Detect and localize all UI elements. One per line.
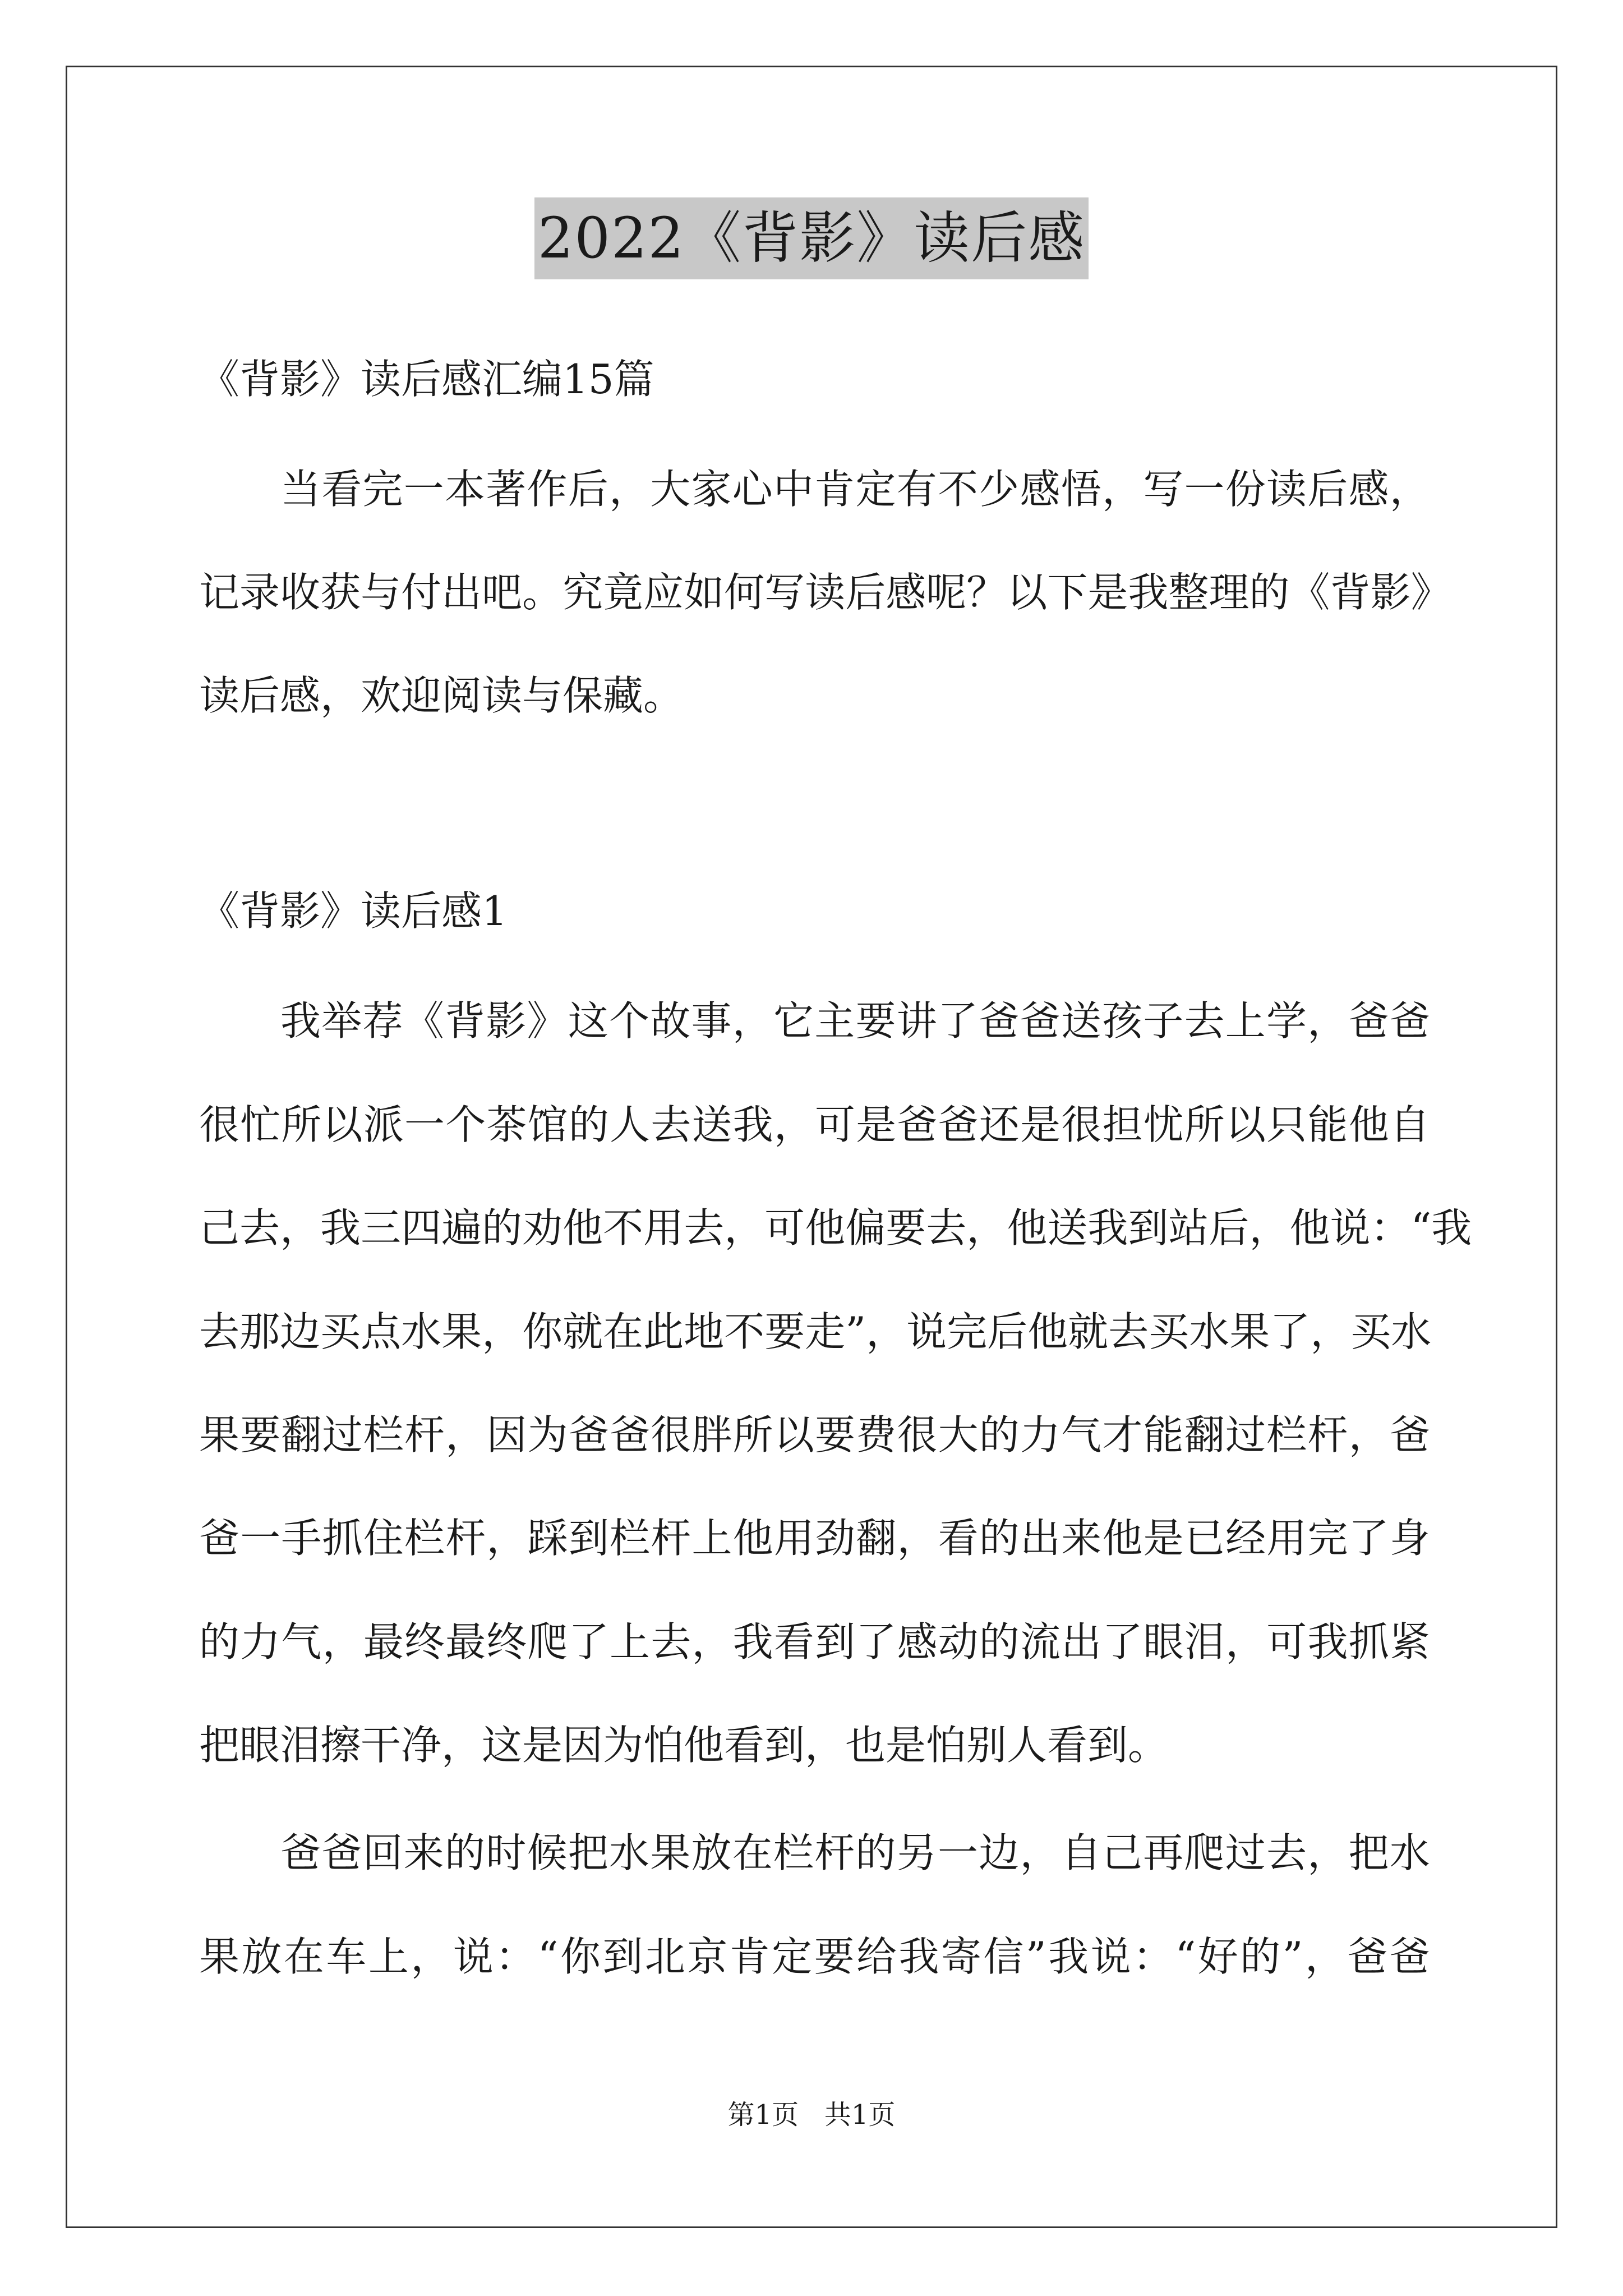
paragraph1-line-2: 很 忙 所 以 派 一 个 茶 馆 的 人 去 送 我 ， 可 是 爸 爸 还 是 很 担 忧 所 以 只 能 他 自 <box>199 1101 1430 1148</box>
paragraph2-line-1: 爸 爸 回 来 的 时 候 把 水 果 放 在 栏 杆 的 另 一 边 ， 自 己 再 爬 过 去 ， 把 水 <box>280 1829 1430 1876</box>
paragraph1-line-7: 的 力 气 ， 最 终 最 终 爬 了 上 去 ， 我 看 到 了 感 动 的 流 出 了 眼 泪 ， 可 我 抓 紧 <box>199 1618 1430 1665</box>
paragraph1-line-5: 果 要 翻 过 栏 杆 ， 因 为 爸 爸 很 胖 所 以 要 费 很 大 的 力 气 才 能 翻 过 栏 杆 ， 爸 <box>199 1411 1430 1458</box>
paragraph1-line-3: 己 去 ， 我 三 四 遍 的 劝 他 不 用 去 ， 可 他 偏 要 去 ， 他 送 我 到 站 后 ， 他 说 ： “ 我 <box>199 1204 1472 1251</box>
page-footer: 第1页 共1页 <box>727 2099 896 2131</box>
paragraph1-line-6: 爸 一 手 抓 住 栏 杆 ， 踩 到 栏 杆 上 他 用 劲 翻 ， 看 的 出 来 他 是 已 经 用 完 了 身 <box>199 1515 1430 1562</box>
intro-line-1: 当 看 完 一 本 著 作 后 ， 大 家 心 中 肯 定 有 不 少 感 悟 ， 写 一 份 读 后 感 ， <box>280 466 1430 513</box>
intro-line-3: 读后感，欢迎阅读与保藏。 <box>199 672 684 719</box>
section-heading: 《背影》读后感1 <box>199 887 508 935</box>
paragraph1-line-4: 去 那 边 买 点 水 果 ， 你 就 在 此 地 不 要 走 ” ， 说 完 后 他 就 去 买 水 果 了 ， 买 水 <box>199 1308 1432 1355</box>
document-subtitle: 《背影》读后感汇编15篇 <box>199 356 654 403</box>
title-container <box>0 197 1623 279</box>
paragraph1-line-1: 我 举 荐 《 背 影 》 这 个 故 事 ， 它 主 要 讲 了 爸 爸 送 孩 子 去 上 学 ， 爸 爸 <box>280 997 1430 1045</box>
document-title: 2022《背影》读后感 <box>534 197 1089 279</box>
intro-line-2: 记 录 收 获 与 付 出 吧 。 究 竟 应 如 何 写 读 后 感 呢 ？ 以 下 是 我 整 理 的 《 背 影 》 <box>199 569 1451 616</box>
paragraph1-line-8: 把眼泪擦干净，这是因为怕他看到，也是怕别人看到。 <box>199 1722 1169 1769</box>
paragraph2-line-2: 果 放 在 车 上 ， 说 ： “ 你 到 北 京 肯 定 要 给 我 寄 信 ” 我 说 ： “ 好 的 ” ， 爸 爸 <box>199 1933 1430 1980</box>
